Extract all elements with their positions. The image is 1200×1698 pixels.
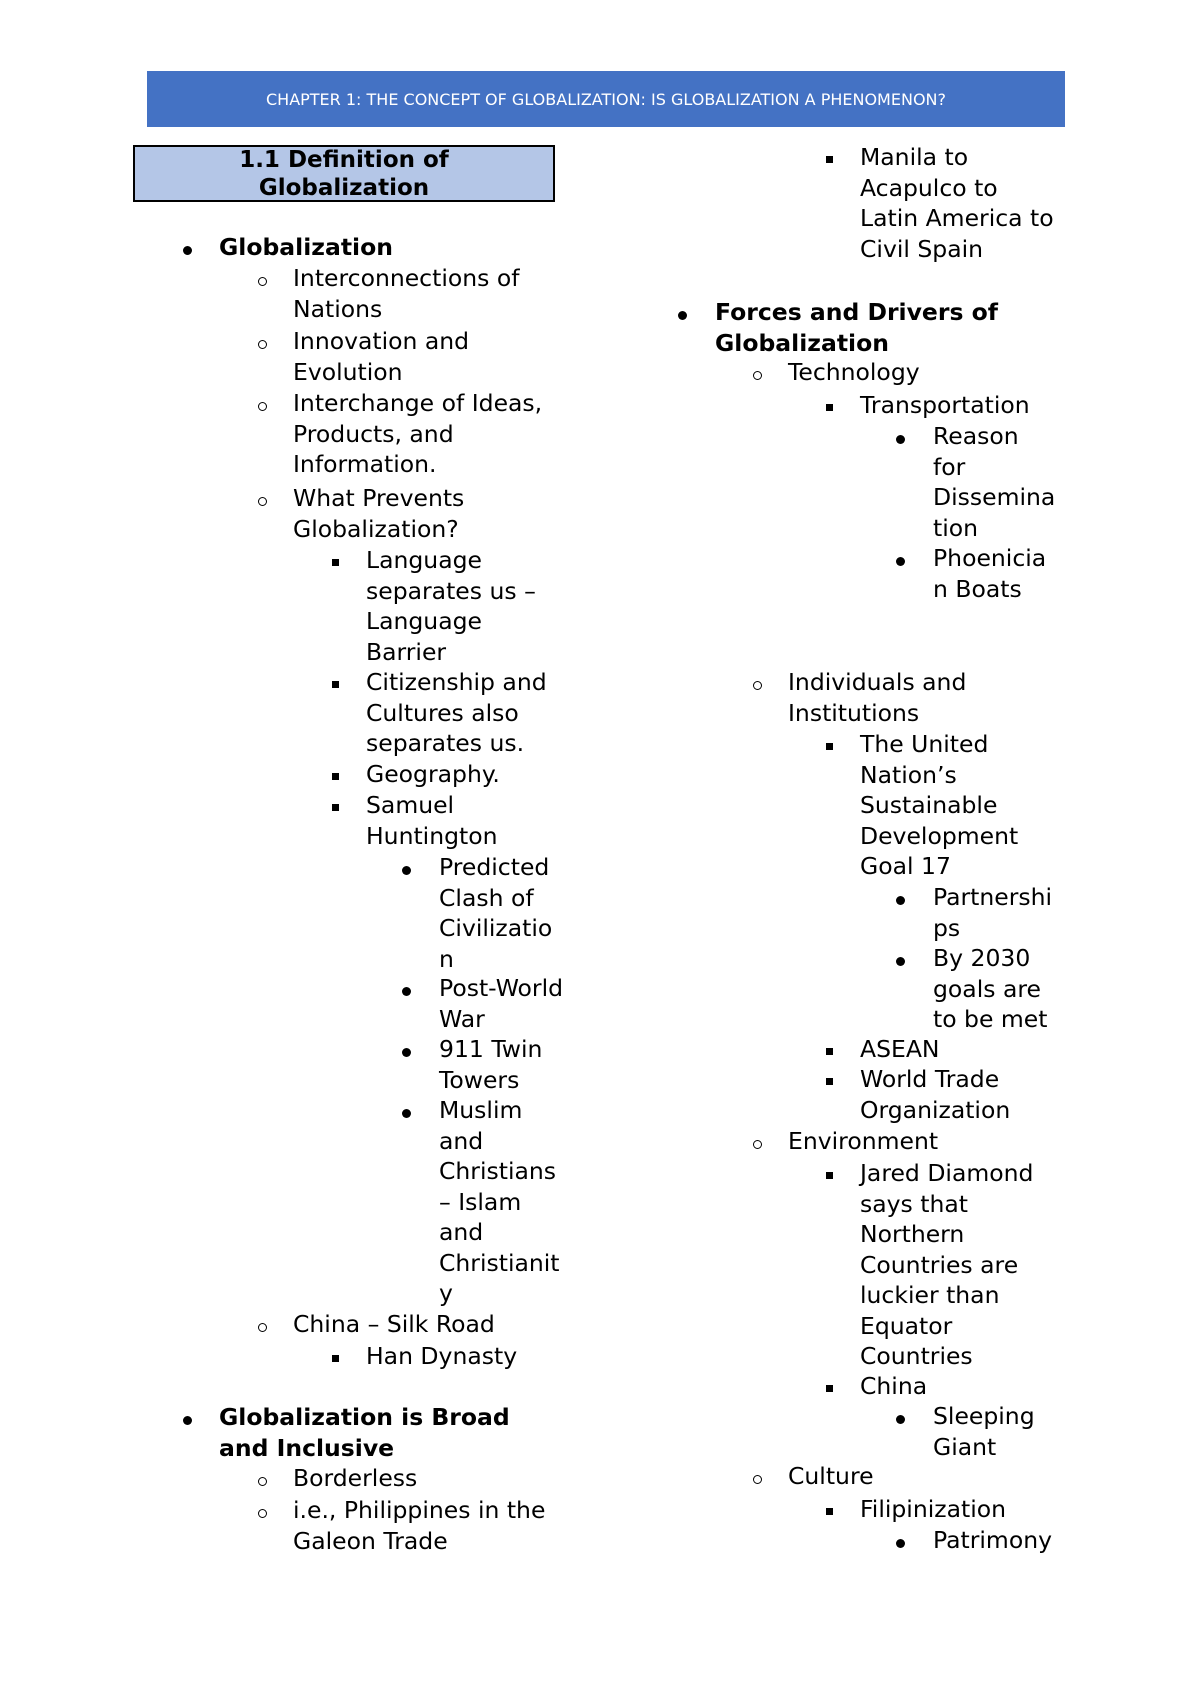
bullet-square-icon [332, 1355, 339, 1362]
outline-item-prevents: What Prevents Globalization? [293, 484, 465, 543]
bullet-circle-icon [753, 1475, 762, 1484]
bullet-square-icon [826, 1078, 833, 1085]
bullet-square-icon [332, 804, 339, 811]
bullet-disc-icon [896, 1415, 905, 1424]
outline-item-globalization: Globalization [219, 233, 393, 261]
bullet-disc-icon [896, 957, 905, 966]
bullet-square-icon [826, 1172, 833, 1179]
outline-item-phoenician: Phoenicia n Boats [933, 544, 1047, 603]
bullet-disc-icon [402, 1109, 411, 1118]
outline-item-transportation: Transportation [860, 391, 1030, 419]
bullet-square-icon [332, 773, 339, 780]
bullet-disc-icon [183, 1416, 192, 1425]
bullet-disc-icon [896, 435, 905, 444]
section-title: 1.1 Definition of Globalization [239, 146, 449, 201]
bullet-disc-icon [402, 1048, 411, 1057]
outline-item-un-goal: The United Nation’s Sustainable Development Goal 17 [860, 730, 1019, 880]
bullet-disc-icon [183, 246, 192, 255]
outline-item-filipinization: Filipinization [860, 1495, 1007, 1523]
bullet-disc-icon [678, 311, 687, 320]
bullet-square-icon [826, 156, 833, 163]
bullet-square-icon [826, 1385, 833, 1392]
outline-item-language: Language separates us – Language Barrier [366, 546, 536, 666]
outline-item-huntington: Samuel Huntington [366, 791, 498, 850]
outline-item-broad: Globalization is Broad and Inclusive [219, 1403, 510, 1462]
outline-item-partnerships: Partnershi ps [933, 883, 1053, 942]
outline-item-innovation: Innovation and Evolution [293, 327, 470, 386]
outline-item-twin-towers: 911 Twin Towers [439, 1035, 543, 1094]
chapter-title: CHAPTER 1: THE CONCEPT OF GLOBALIZATION: IS GLOBALIZATION A PHENOMENON? [265, 89, 946, 109]
bullet-circle-icon [258, 402, 267, 411]
outline-item-individuals: Individuals and Institutions [788, 668, 967, 727]
bullet-square-icon [332, 681, 339, 688]
outline-item-jared-diamond: Jared Diamond says that Northern Countries are luckier than Equator Countries [860, 1159, 1034, 1370]
outline-item-postwar: Post-World War [439, 974, 564, 1033]
outline-item-environment: Environment [788, 1127, 939, 1155]
bullet-disc-icon [896, 1539, 905, 1548]
outline-item-asean: ASEAN [860, 1035, 940, 1063]
chapter-header [147, 71, 1065, 127]
outline-item-clash: Predicted Clash of Civilizatio n [439, 853, 553, 973]
outline-item-technology: Technology [788, 358, 920, 386]
bullet-circle-icon [258, 1477, 267, 1486]
outline-item-sleeping-giant: Sleeping Giant [933, 1402, 1035, 1461]
outline-item-interchange: Interchange of Ideas, Products, and Information. [293, 389, 543, 478]
outline-item-forces: Forces and Drivers of Globalization [715, 298, 998, 357]
outline-item-muslim: Muslim and Christians – Islam and Christianit y [439, 1096, 560, 1307]
bullet-disc-icon [402, 987, 411, 996]
bullet-circle-icon [258, 277, 267, 286]
bullet-circle-icon [258, 340, 267, 349]
bullet-circle-icon [258, 497, 267, 506]
outline-item-patrimony: Patrimony [933, 1526, 1052, 1554]
outline-item-interconnections: Interconnections of Nations [293, 264, 520, 323]
outline-item-borderless: Borderless [293, 1464, 418, 1492]
outline-item-geography: Geography. [366, 760, 500, 788]
bullet-circle-icon [753, 371, 762, 380]
bullet-circle-icon [258, 1509, 267, 1518]
outline-item-manila: Manila to Acapulco to Latin America to Civil Spain [860, 143, 1054, 263]
outline-item-china-silk-road: China – Silk Road [293, 1310, 495, 1338]
bullet-square-icon [826, 743, 833, 750]
bullet-disc-icon [896, 557, 905, 566]
bullet-circle-icon [753, 1140, 762, 1149]
bullet-square-icon [826, 1048, 833, 1055]
outline-item-han-dynasty: Han Dynasty [366, 1342, 518, 1370]
section-title-box [133, 145, 555, 202]
outline-item-by-2030: By 2030 goals are to be met [933, 944, 1048, 1033]
bullet-disc-icon [402, 866, 411, 875]
bullet-circle-icon [258, 1323, 267, 1332]
bullet-disc-icon [896, 896, 905, 905]
outline-item-culture: Culture [788, 1462, 874, 1490]
bullet-circle-icon [753, 681, 762, 690]
bullet-square-icon [826, 404, 833, 411]
outline-item-reason: Reason for Dissemina tion [933, 422, 1056, 542]
outline-item-wto: World Trade Organization [860, 1065, 1011, 1124]
bullet-square-icon [332, 559, 339, 566]
outline-item-china: China [860, 1372, 928, 1400]
bullet-square-icon [826, 1508, 833, 1515]
outline-item-citizenship: Citizenship and Cultures also separates us. [366, 668, 547, 757]
outline-item-galeon: i.e., Philippines in the Galeon Trade [293, 1496, 546, 1555]
